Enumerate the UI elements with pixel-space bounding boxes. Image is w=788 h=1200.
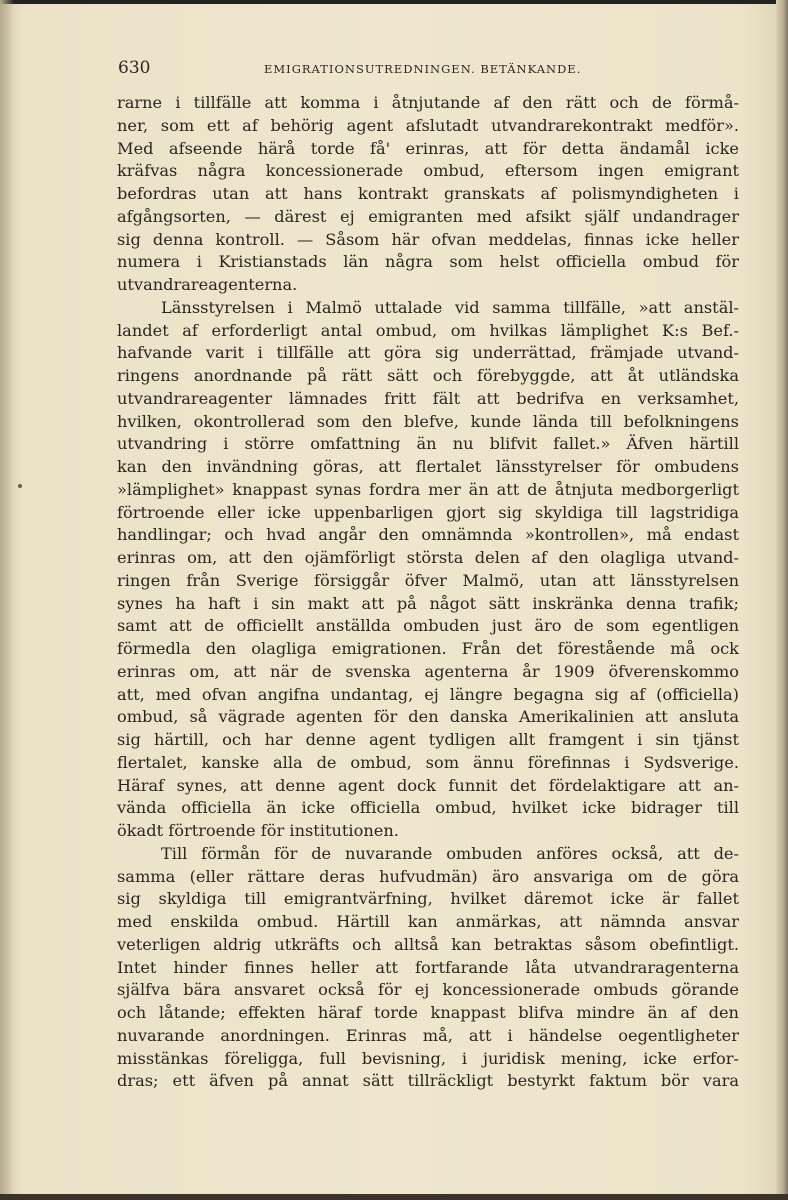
text-line: ringen från Sverige försiggår öfver Malmö, utan att länsstyrelsen [117, 570, 739, 590]
text-line: afgångsorten, — därest ej emigranten med afsikt själf undandrager [117, 206, 739, 226]
text-line: erinras om, att när de svenska agenterna år 1909 öfverenskommo [117, 661, 739, 681]
text-line: Med afseende härå torde få' erinras, att för detta ändamål icke [117, 138, 739, 158]
text-line: utvandrareagenterna. [117, 275, 298, 294]
text-line: misstänkas föreligga, full bevisning, i juridisk mening, icke erfor- [117, 1048, 739, 1068]
text-line: Till förmån för de nuvarande ombuden anföres också, att de- [161, 843, 739, 863]
text-line: sig skyldiga till emigrantvärfning, hvilket däremot icke är fallet [117, 889, 739, 909]
text-line: landet af erforderligt antal ombud, om hvilkas lämplighet K:s Bef.- [117, 320, 739, 340]
text-line: flertalet, kanske alla de ombud, som ännu förefinnas i Sydsverige. [117, 752, 739, 772]
text-line: och låtande; effekten häraf torde knappast blifva mindre än af den [117, 1003, 739, 1022]
page-number: 630 [118, 58, 151, 78]
page-top-edge [0, 0, 788, 4]
text-line: veterligen aldrig utkräfts och alltså kan betraktas såsom obefintligt. [117, 934, 739, 954]
text-line: samma (eller rättare deras hufvudmän) äro ansvariga om de göra [117, 866, 739, 886]
text-line: dras; ett äfven på annat sätt tillräckligt bestyrkt faktum bör vara [117, 1071, 739, 1091]
text-line: numera i Kristianstads län några som helst officiella ombud för [117, 252, 739, 272]
text-line: hvilken, okontrollerad som den blefve, kunde lända till befolkningens [117, 411, 739, 431]
text-line: kan den invändning göras, att flertalet länsstyrelser för ombudens [117, 457, 739, 476]
text-line: Häraf synes, att denne agent dock funnit det fördelaktigare att an- [117, 775, 739, 795]
running-head: EMIGRATIONSUTREDNINGEN. BETÄNKANDE. [264, 62, 582, 76]
text-line: nuvarande anordningen. Erinras må, att i händelse oegentligheter [117, 1025, 739, 1045]
text-line: »lämplighet» knappast synas fordra mer än att de åtnjuta medborgerligt [117, 479, 739, 499]
text-line: ombud, så vägrade agenten för den danska Amerikalinien att ansluta [117, 707, 739, 727]
page-header [118, 58, 738, 82]
text-line: synes ha haft i sin makt att på något sätt inskränka denna trafik; [117, 593, 739, 613]
text-line: sig härtill, och har denne agent tydligen allt framgent i sin tjänst [117, 730, 739, 749]
text-line: samt att de officiellt anställda ombuden just äro de som egentligen [117, 616, 739, 636]
text-line: befordras utan att hans kontrakt granskats af polismyndigheten i [117, 184, 739, 203]
text-line: Intet hinder finnes heller att fortfarande låta utvandraragenterna [117, 957, 739, 977]
text-line: ringens anordnande på rätt sätt och förebyggde, att åt utländska [117, 366, 739, 385]
text-line: vända officiella än icke officiella ombud, hvilket icke bidrager till [117, 798, 739, 818]
text-line: utvandrareagenter lämnades fritt fält att bedrifva en verksamhet, [117, 388, 739, 408]
text-line: Länsstyrelsen i Malmö uttalade vid samma tillfälle, »att anstäl- [161, 297, 739, 317]
text-line: med enskilda ombud. Härtill kan anmärkas, att nämnda ansvar [117, 912, 739, 931]
text-line: ner, som ett af behörig agent afslutadt utvandrarekontrakt medför». [117, 115, 739, 135]
text-line: rarne i tillfälle att komma i åtnjutande af den rätt och de förmå- [117, 93, 739, 112]
text-line: själfva bära ansvaret också för ej koncessionerade ombuds görande [117, 980, 739, 1000]
text-line: förmedla den olagliga emigrationen. Från det förestående må ock [117, 639, 739, 658]
text-line: handlingar; och hvad angår den omnämnda »kontrollen», må endast [117, 525, 739, 545]
page-bottom-edge [0, 1194, 788, 1200]
text-line: förtroende eller icke uppenbarligen gjort sig skyldiga till lagstridiga [117, 502, 739, 522]
text-line: sig denna kontroll. — Såsom här ofvan meddelas, finnas icke heller [117, 229, 739, 249]
text-line: hafvande varit i tillfälle att göra sig underrättad, främjade utvand- [117, 343, 739, 363]
text-line: utvandring i större omfattning än nu blifvit fallet.» Äfven härtill [117, 434, 739, 454]
page-right-edge [776, 0, 788, 1200]
text-line: erinras om, att den ojämförligt största delen af den olagliga utvand- [117, 548, 739, 567]
ink-spot [18, 484, 22, 488]
text-line: att, med ofvan angifna undantag, ej längre begagna sig af (officiella) [117, 684, 739, 704]
text-line: kräfvas några koncessionerade ombud, eftersom ingen emigrant [117, 161, 739, 181]
body-text [117, 92, 739, 1093]
page-gutter-shadow [0, 0, 14, 1200]
text-line: ökadt förtroende för institutionen. [117, 821, 399, 840]
